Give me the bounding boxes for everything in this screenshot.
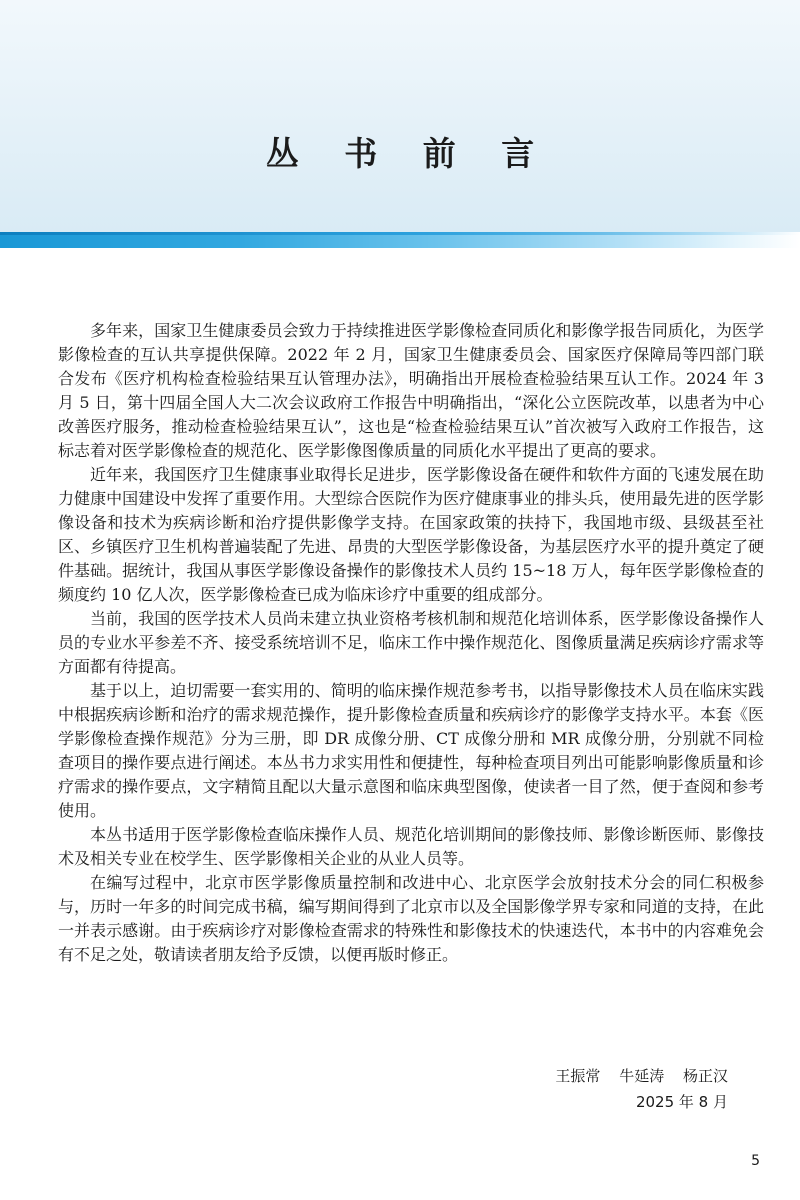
page-title: 丛 书 前 言 <box>265 134 552 173</box>
paragraph: 基于以上，迫切需要一套实用的、简明的临床操作规范参考书，以指导影像技术人员在临床实践中根据疾病诊断和治疗的需求规范操作，提升影像检查质量和疾病诊疗的影像学支持水平。本套《医学影像检查操作规范》分为三册，即 DR 成像分册、CT 成像分册和 MR 成像分册，分别就不同检查项目的操作要点进行阐述。本丛书力求实用性和便捷性，每种检查项目列出可能影响影像质量和诊疗需求的操作要点，文字精简且配以大量示意图和临床典型图像，使读者一目了然，便于查阅和参考使用。 <box>58 681 764 820</box>
signature-block <box>541 1063 728 1115</box>
paragraph: 当前，我国的医学技术人员尚未建立执业资格考核机制和规范化培训体系，医学影像设备操作人员的专业水平参差不齐、接受系统培训不足，临床工作中操作规范化、图像质量满足疾病诊疗需求等方面都有待提高。 <box>58 609 764 676</box>
header-band <box>0 0 800 232</box>
author-list <box>541 1063 728 1089</box>
page-number: 5 <box>751 1153 760 1169</box>
header-accent-line <box>0 232 800 235</box>
signature-date: 2025 年 8 月 <box>635 1093 728 1111</box>
author-name: 牛延涛 <box>619 1067 665 1085</box>
preface-body <box>58 319 764 967</box>
author-name: 杨正汉 <box>682 1067 728 1085</box>
paragraph: 本丛书适用于医学影像检查临床操作人员、规范化培训期间的影像技师、影像诊断医师、影像技术及相关专业在校学生、医学影像相关企业的从业人员等。 <box>58 825 764 868</box>
paragraph: 多年来，国家卫生健康委员会致力于持续推进医学影像检查同质化和影像学报告同质化，为医学影像检查的互认共享提供保障。2022 年 2 月，国家卫生健康委员会、国家医疗保障局等四部门联合发布《医疗机构检查检验结果互认管理办法》，明确指出开展检查检验结果互认工作。2024 年 3 月 5 日，第十四届全国人大二次会议政府工作报告中明确指出，“深化公立医院改革，以患者为中心改善医疗服务，推动检查检验结果互认”，这也是“检查检验结果互认”首次被写入政府工作报告，这标志着对医学影像检查的规范化、医学影像图像质量的同质化水平提出了更高的要求。 <box>58 321 764 460</box>
paragraph: 在编写过程中，北京市医学影像质量控制和改进中心、北京医学会放射技术分会的同仁积极参与，历时一年多的时间完成书稿，编写期间得到了北京市以及全国影像学界专家和同道的支持，在此一并表示感谢。由于疾病诊疗对影像检查需求的特殊性和影像技术的快速迭代，本书中的内容难免会有不足之处，敬请读者朋友给予反馈，以便再版时修正。 <box>58 873 764 964</box>
author-name: 王振常 <box>555 1067 601 1085</box>
paragraph: 近年来，我国医疗卫生健康事业取得长足进步，医学影像设备在硬件和软件方面的飞速发展在助力健康中国建设中发挥了重要作用。大型综合医院作为医疗健康事业的排头兵，使用最先进的医学影像设备和技术为疾病诊断和治疗提供影像学支持。在国家政策的扶持下，我国地市级、县级甚至社区、乡镇医疗卫生机构普遍装配了先进、昂贵的大型医学影像设备，为基层医疗水平的提升奠定了硬件基础。据统计，我国从事医学影像设备操作的影像技术人员约 15~18 万人，每年医学影像检查的频度约 10 亿人次，医学影像检查已成为临床诊疗中重要的组成部分。 <box>58 465 764 604</box>
